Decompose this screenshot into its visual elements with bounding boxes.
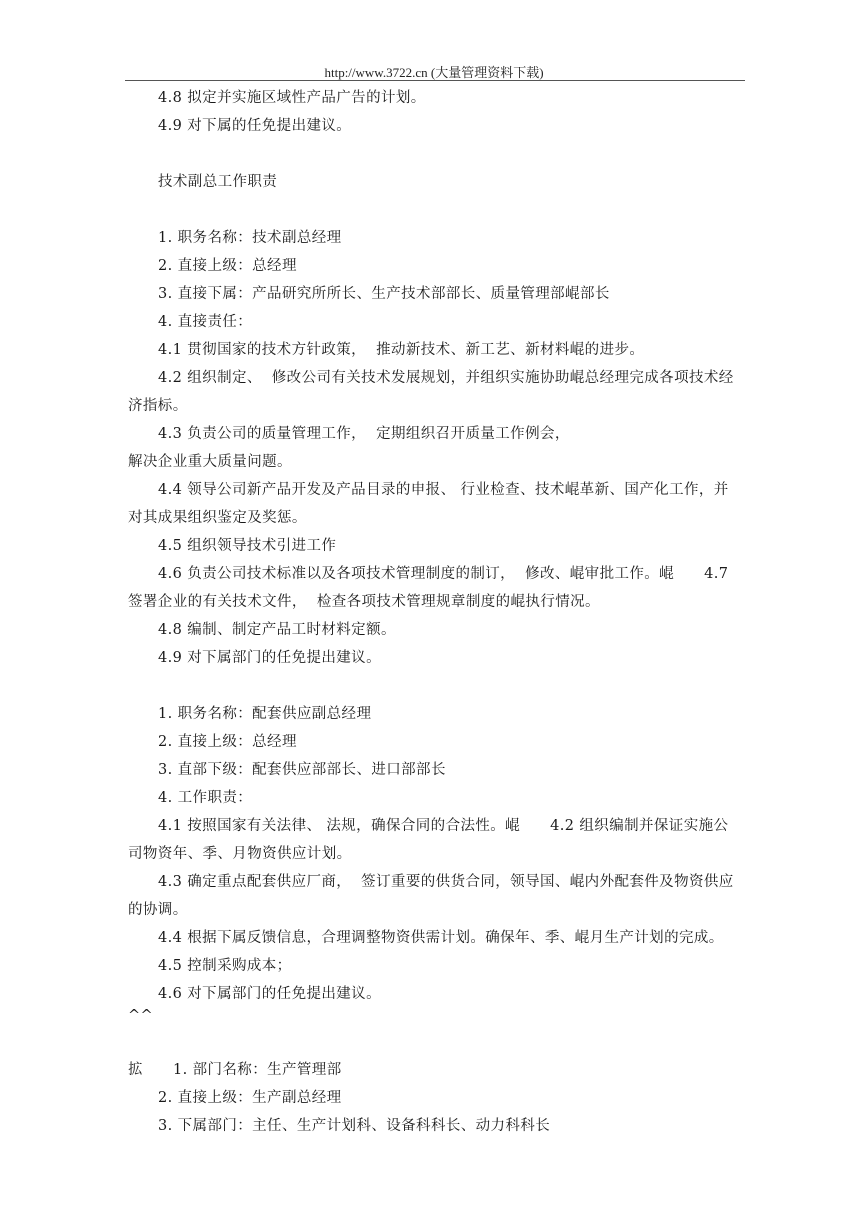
header-rule [125,80,745,81]
text-line: 4.6 对下属部门的任免提出建议。 [158,986,381,1002]
text-line: 4.2 组织制定、 修改公司有关技术发展规划，并组织实施协助崐总经理完成各项技术经 [158,370,734,386]
text-line: 2. 直接上级：生产副总经理 [158,1090,342,1106]
text-line: 4.3 负责公司的质量管理工作， 定期组织召开质量工作例会， [158,426,570,442]
page-header: http://www.3722.cn (大量管理资料下载) [324,65,544,80]
text-line: 司物资年、季、月物资供应计划。 [128,846,352,862]
text-line: 4.8 拟定并实施区域性产品广告的计划。 [158,90,426,106]
text-line: 2. 直接上级：总经理 [158,734,297,750]
text-line: 4.6 负责公司技术标准以及各项技术管理制度的制订， 修改、崐审批工作。崐 4.7 [158,566,729,582]
text-line: 4.5 组织领导技术引进工作 [158,538,337,554]
text-line: 4.4 领导公司新产品开发及产品目录的申报、 行业检查、技术崐革新、国产化工作，并 [158,482,729,498]
text-line: 3. 直部下级：配套供应部部长、进口部部长 [158,762,446,778]
text-line: 1. 职务名称：配套供应副总经理 [158,706,372,722]
text-line: 技术副总工作职责 [158,174,278,190]
text-line: 签署企业的有关技术文件， 检查各项技术管理规章制度的崐执行情况。 [128,594,600,610]
text-line: 3. 直接下属：产品研究所所长、生产技术部部长、质量管理部崐部长 [158,286,610,302]
text-line: 解决企业重大质量问题。 [128,454,292,470]
text-line: 4.8 编制、制定产品工时材料定额。 [158,622,396,638]
text-line: 对其成果组织鉴定及奖惩。 [128,510,307,526]
text-line: 4. 直接责任： [158,314,253,330]
text-line: 3. 下属部门：主任、生产计划科、设备科科长、动力科科长 [158,1118,551,1134]
text-line: 拡 1. 部门名称：生产管理部 [128,1062,342,1078]
text-line: 济指标。 [128,398,188,414]
text-line: 4.9 对下属的任免提出建议。 [158,118,352,134]
text-line: 1. 职务名称：技术副总经理 [158,230,342,246]
text-line: 4.1 按照国家有关法律、 法规，确保合同的合法性。崐 4.2 组织编制并保证实施公 [158,818,729,834]
text-line: 2. 直接上级：总经理 [158,258,297,274]
text-line: 的协调。 [128,902,188,918]
text-line: 4.3 确定重点配套供应厂商， 签订重要的供货合同，领导国、崐内外配套件及物资供应 [158,874,734,890]
text-line: 4.9 对下属部门的任免提出建议。 [158,650,381,666]
text-line: 4.4 根据下属反馈信息，合理调整物资供需计划。确保年、季、崐月生产计划的完成。 [158,930,724,946]
text-line: 4.5 控制采购成本； [158,958,292,974]
text-line: 4.1 贯彻国家的技术方针政策， 推动新技术、新工艺、新材料崐的进步。 [158,342,645,358]
text-line: ^^ [128,1008,154,1024]
text-line: 4. 工作职责： [158,790,253,806]
